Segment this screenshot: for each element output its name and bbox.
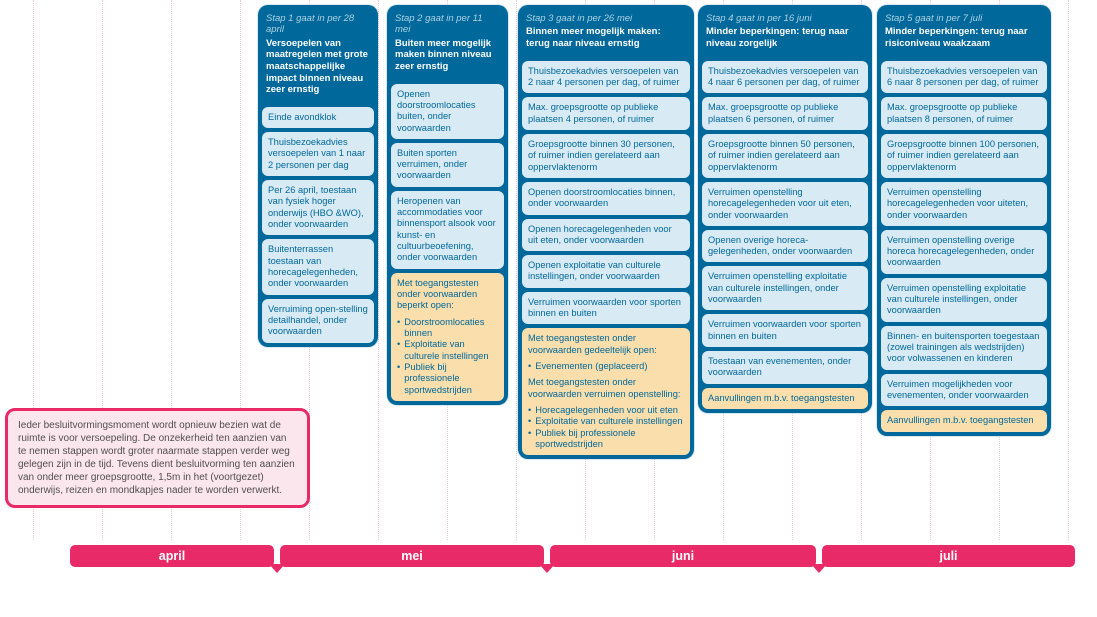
bullet-text: Doorstroomlocaties binnen	[404, 316, 485, 339]
step-header	[391, 9, 504, 80]
card-text: Aanvullingen m.b.v. toegangstesten	[887, 415, 1034, 426]
step-card	[522, 61, 690, 94]
step-card	[522, 328, 690, 455]
step-card	[881, 278, 1047, 322]
card-text: Per 26 april, toestaan van fysiek hoger onderwijs (HBO &WO), onder voorwaarden	[268, 184, 364, 229]
step-card	[881, 230, 1047, 274]
step-card	[881, 410, 1047, 431]
step-card	[881, 97, 1047, 130]
card-text: Max. groepsgrootte op publieke plaatsen 8 personen, of ruimer	[887, 102, 1018, 124]
card-text: Openen overige horeca-gelegenheden, onder voorwaarden	[708, 234, 853, 257]
card-text: Toestaan van evenementen, onder voorwaarden	[708, 356, 852, 378]
step-card	[702, 314, 868, 347]
step-card	[522, 255, 690, 288]
card-text: Thuisbezoekadvies versoepelen van 1 naar 2 personen per dag	[268, 137, 366, 170]
card-text: Verruimen voorwaarden voor sporten binnen en buiten	[528, 296, 681, 319]
step-card	[262, 132, 374, 176]
bullet-list	[528, 405, 684, 450]
step-card	[702, 230, 868, 263]
week-gridline	[1068, 0, 1069, 540]
card-text: Verruiming open-stelling detailhandel, onder voorwaarden	[268, 303, 368, 337]
card-text: Max. groepsgrootte op publieke plaatsen 6 personen, of ruimer	[708, 102, 839, 124]
card-text: Met toegangstesten onder voorwaarden beperkt open:	[397, 277, 479, 311]
card-text: Verruimen openstelling exploitatie van culturele instellingen, onder voorwaarden	[887, 282, 1027, 316]
step-card	[881, 374, 1047, 407]
month-label: juni	[671, 549, 695, 563]
step-card	[391, 143, 504, 187]
step-title: Binnen meer mogelijk maken: terug naar niveau ernstig	[526, 26, 661, 49]
bullet-text: Publiek bij professionele sportwedstrijden	[535, 427, 636, 450]
step-column-4	[698, 5, 872, 413]
step-card	[262, 299, 374, 343]
week-gridline	[516, 0, 517, 540]
bullet-item	[397, 317, 498, 340]
step-header	[262, 9, 374, 103]
week-gridline	[378, 0, 379, 540]
card-text: Verruimen voorwaarden voor sporten binnen en buiten	[708, 319, 861, 341]
step-card	[391, 273, 504, 401]
card-text: Groepsgrootte binnen 100 personen, of ruimer indien gerelateerd aan oppervlaktenorm	[887, 138, 1039, 172]
step-card	[522, 182, 690, 215]
step-intro: Stap 5 gaat in per 7 juli	[885, 13, 983, 24]
month-segment-juni	[550, 545, 816, 567]
step-intro: Stap 4 gaat in per 16 juni	[706, 13, 812, 24]
card-text: Openen horecagelegenheden voor uit eten, onder voorwaarden	[528, 223, 672, 245]
step-title: Buiten meer mogelijk maken binnen niveau zeer ernstig	[395, 37, 492, 72]
month-segment-mei	[280, 545, 544, 567]
bullet-dot-icon: •	[528, 405, 532, 416]
step-card	[881, 326, 1047, 370]
step-intro: Stap 1 gaat in per 28 april	[266, 13, 355, 36]
bullet-item	[397, 339, 498, 362]
step-card	[702, 61, 868, 94]
step-column-1	[258, 5, 378, 347]
step-card	[522, 134, 690, 178]
step-card	[391, 191, 504, 269]
month-label: april	[158, 549, 186, 563]
card-text: Groepsgrootte binnen 30 personen, of ruimer indien gerelateerd aan oppervlaktenorm	[528, 138, 675, 172]
month-segment-april	[70, 545, 274, 567]
step-card	[262, 239, 374, 294]
step-column-3	[518, 5, 694, 459]
card-text: Binnen- en buitensporten toegestaan (zowel trainingen als wedstrijden) voor volwassenen en kinderen	[887, 330, 1040, 364]
bullet-text: Exploitatie van culturele instellingen	[535, 416, 683, 427]
card-text: Heropenen van accommodaties voor binnensport alsook voor kunst- en cultuurbeoefening, onder voorwaarden	[397, 195, 496, 263]
step-card	[522, 292, 690, 325]
step-card	[702, 266, 868, 310]
bullet-list	[528, 361, 684, 372]
card-text: Thuisbezoekadvies versoepelen van 2 naar 4 personen per dag, of ruimer	[528, 65, 680, 87]
bullet-text: Evenementen (geplaceerd)	[535, 361, 648, 372]
step-card	[702, 134, 868, 178]
step-card	[702, 182, 868, 226]
card-text: Buiten sporten verruimen, onder voorwaarden	[397, 147, 468, 181]
bullet-text: Exploitatie van culturele instellingen	[404, 339, 489, 361]
bullet-item	[528, 405, 684, 416]
step-card	[881, 134, 1047, 178]
step-card	[702, 351, 868, 384]
card-text: Verruimen mogelijkheden voor evenementen, onder voorwaarden	[887, 378, 1029, 401]
card-text: Openen doorstroomlocaties buiten, onder voorwaarden	[397, 88, 476, 133]
bullet-item	[528, 416, 684, 427]
step-column-5	[877, 5, 1051, 436]
card-text: Max. groepsgrootte op publieke plaatsen 4 personen, of ruimer	[528, 102, 659, 124]
card-text: Verruimen openstelling horecagelegenheden voor uiteten, onder voorwaarden	[887, 186, 1029, 220]
bullet-dot-icon: •	[397, 339, 401, 350]
card-text: Openen exploitatie van culturele instellingen, onder voorwaarden	[528, 260, 661, 282]
card-text: Buitenterrassen toestaan van horecagelegenheden, onder voorwaarden	[268, 244, 358, 289]
step-header	[881, 9, 1047, 57]
step-intro: Stap 2 gaat in per 11 mei	[395, 13, 483, 36]
card-text: Verruimen openstelling exploitatie van culturele instellingen, onder voorwaarden	[708, 271, 848, 305]
month-segment-juli	[822, 545, 1075, 567]
bullet-dot-icon: •	[397, 362, 401, 373]
month-label: mei	[401, 549, 423, 563]
card-text: Groepsgrootte binnen 50 personen, of ruimer indien gerelateerd aan oppervlaktenorm	[708, 138, 855, 172]
card-text: Verruimen openstelling overige horeca horecagelegenheden, onder voorwaarden	[887, 234, 1035, 268]
step-intro: Stap 3 gaat in per 26 mei	[526, 13, 633, 24]
bullet-dot-icon: •	[528, 427, 532, 438]
bullet-list	[397, 317, 498, 396]
card-text: Met toegangstesten onder voorwaarden verruimen openstelling:	[528, 377, 681, 399]
card-text: Openen doorstroomlocaties binnen, onder voorwaarden	[528, 186, 676, 209]
step-title: Versoepelen van maatregelen met grote maatschappelijke impact binnen niveau zeer ernstig	[266, 37, 368, 96]
step-card	[702, 388, 868, 409]
card-text: Thuisbezoekadvies versoepelen van 4 naar 6 personen per dag, of ruimer	[708, 65, 860, 87]
step-header	[702, 9, 868, 57]
card-text: Einde avondklok	[268, 111, 337, 122]
step-header	[522, 9, 690, 57]
card-text: Aanvullingen m.b.v. toegangstesten	[708, 392, 855, 403]
bullet-dot-icon: •	[528, 416, 532, 427]
bullet-item	[528, 361, 684, 372]
step-card	[262, 180, 374, 235]
step-title: Minder beperkingen: terug naar niveau zorgelijk	[706, 26, 849, 49]
step-card	[391, 84, 504, 139]
bullet-item	[397, 362, 498, 396]
step-title: Minder beperkingen: terug naar risiconiveau waakzaam	[885, 26, 1028, 49]
step-card	[702, 97, 868, 130]
bullet-text: Publiek bij professionele sportwedstrijden	[404, 362, 472, 395]
bullet-text: Horecagelegenheden voor uit eten	[535, 405, 678, 416]
bullet-item	[528, 428, 684, 451]
card-text: Verruimen openstelling horecagelegenheden voor uit eten, onder voorwaarden	[708, 186, 852, 220]
step-card	[522, 219, 690, 252]
step-card	[881, 182, 1047, 226]
note-box	[5, 408, 310, 508]
step-card	[522, 97, 690, 130]
bullet-dot-icon: •	[397, 316, 401, 327]
note-text: Ieder besluitvormingsmoment wordt opnieuw bezien wat de ruimte is voor versoepeling. De onzekerheid ten aanzien van te nemen stappen wordt groter naarmate stappen verder weg gelegen zijn in de tijd. Tevens dient besluitvorming ten aanzien van onder meer groepsgrootte, 1,5m in het (voortgezet) onderwijs, reizen en mondkapjes nader te worden verwerkt.	[18, 420, 295, 496]
bullet-dot-icon: •	[528, 361, 532, 372]
step-column-2	[387, 5, 508, 405]
step-card	[881, 61, 1047, 94]
card-text: Met toegangstesten onder voorwaarden gedeeltelijk open:	[528, 333, 657, 355]
step-card	[262, 107, 374, 128]
month-label: juli	[939, 549, 958, 563]
card-text: Thuisbezoekadvies versoepelen van 6 naar 8 personen per dag, of ruimer	[887, 65, 1039, 87]
